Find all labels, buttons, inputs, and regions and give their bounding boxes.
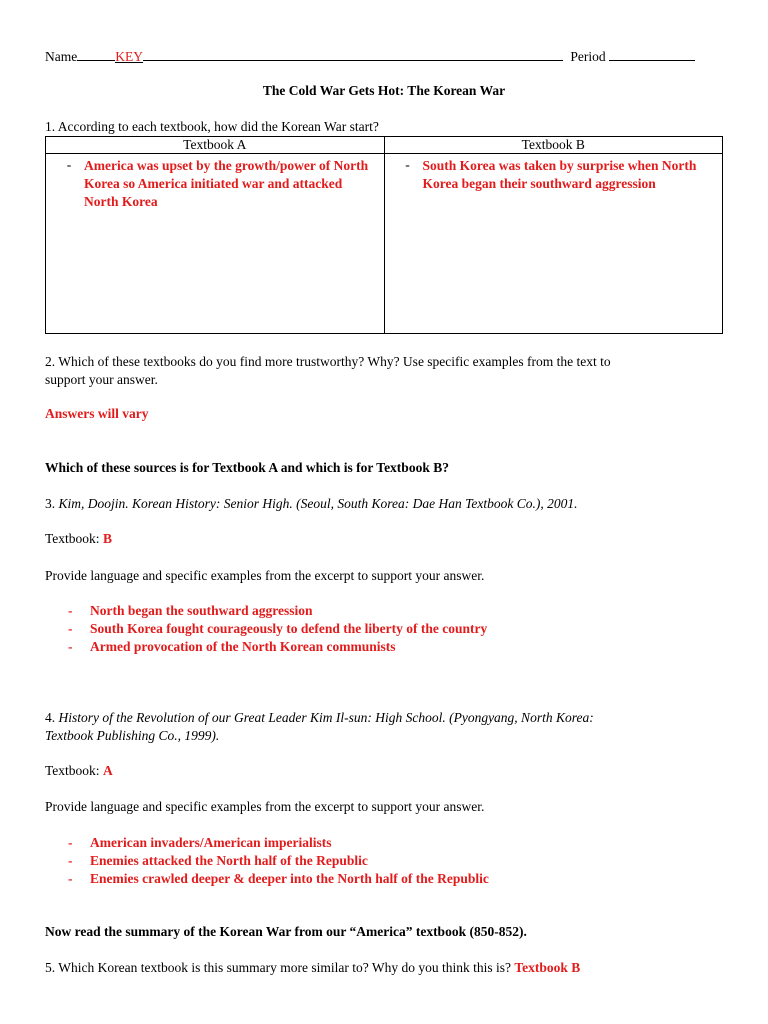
list-item: - South Korea fought courageously to defend the liberty of the country	[68, 621, 488, 636]
q3-support-prompt: Provide language and specific examples from the excerpt to support your answer.	[45, 568, 485, 583]
list-item: - Enemies attacked the North half of the Republic	[68, 853, 368, 868]
q3-bullet-3: Armed provocation of the North Korean communists	[90, 639, 396, 654]
q3-citation-line	[45, 496, 577, 512]
q4-number: 4.	[45, 710, 56, 725]
q3-citation: Kim, Doojin. Korean History: Senior High. (Seoul, South Korea: Dae Han Textbook Co.), 2001.	[58, 496, 578, 511]
name-value[interactable]: KEY	[115, 49, 143, 64]
period-label: Period	[570, 49, 606, 64]
list-item: - North began the southward aggression	[68, 603, 313, 618]
q2-prompt-line2: support your answer.	[45, 372, 158, 387]
q3-bullet-1: North began the southward aggression	[90, 603, 313, 618]
name-underline-pre[interactable]	[77, 47, 115, 61]
q4-citation-1: History of the Revolution of our Great Leader Kim Il-sun: High School. (Pyongyang, North Korea:	[58, 710, 594, 725]
list-item: - Enemies crawled deeper & deeper into the North half of the Republic	[68, 871, 489, 886]
textbook-a-answer: America was upset by the growth/power of North Korea so America initiated war and attacked North Korea	[84, 158, 369, 209]
period-underline[interactable]	[609, 47, 695, 61]
textbook-b-answer: South Korea was taken by surprise when North Korea began their southward aggression	[422, 158, 697, 191]
q4-textbook-answer: A	[102, 763, 113, 778]
q4-citation-line2: Textbook Publishing Co., 1999).	[45, 728, 220, 743]
list-item: - Armed provocation of the North Korean communists	[68, 639, 396, 654]
q3-bullet-2: South Korea fought courageously to defend the liberty of the country	[90, 621, 488, 636]
sources-heading: Which of these sources is for Textbook A and which is for Textbook B?	[45, 460, 449, 475]
name-period-line	[45, 47, 710, 67]
q4-bullet-3: Enemies crawled deeper & deeper into the North half of the Republic	[90, 871, 489, 886]
q4-support-prompt: Provide language and specific examples from the excerpt to support your answer.	[45, 799, 485, 814]
q4-textbook-label: Textbook:	[45, 763, 100, 778]
q5-prompt: 5. Which Korean textbook is this summary more similar to? Why do you think this is?	[45, 960, 511, 975]
q4-answer-list	[68, 834, 489, 888]
name-label: Name	[45, 49, 78, 64]
q3-number: 3.	[45, 496, 56, 511]
q5-answer: Textbook B	[514, 960, 581, 975]
textbook-b-cell[interactable]	[384, 154, 723, 334]
q3-answer-list	[68, 602, 487, 656]
textbook-a-cell[interactable]	[46, 154, 385, 334]
q3-textbook-answer: B	[102, 531, 112, 546]
name-underline-post[interactable]	[143, 47, 563, 61]
q3-textbook-line	[45, 531, 112, 547]
q4-bullet-1: American invaders/American imperialists	[90, 835, 332, 850]
q1-table	[45, 136, 723, 334]
q2-answer: Answers will vary	[45, 406, 149, 421]
textbook-b-header: Textbook B	[384, 137, 723, 154]
q5-line	[45, 960, 580, 976]
summary-heading: Now read the summary of the Korean War from our “America” textbook (850-852).	[45, 924, 527, 939]
bullet-dash: -	[405, 157, 410, 172]
q3-textbook-label: Textbook:	[45, 531, 100, 546]
q4-citation-line1	[45, 710, 594, 726]
page-title: The Cold War Gets Hot: The Korean War	[262, 83, 506, 98]
textbook-a-header: Textbook A	[46, 137, 385, 154]
list-item: - American invaders/American imperialists	[68, 835, 332, 850]
q1-prompt: 1. According to each textbook, how did the Korean War start?	[45, 119, 379, 134]
q4-textbook-line	[45, 763, 113, 779]
q2-prompt-line1: 2. Which of these textbooks do you find more trustworthy? Why? Use specific examples from the text to	[45, 354, 611, 369]
q4-bullet-2: Enemies attacked the North half of the Republic	[90, 853, 368, 868]
bullet-dash: -	[66, 157, 72, 172]
